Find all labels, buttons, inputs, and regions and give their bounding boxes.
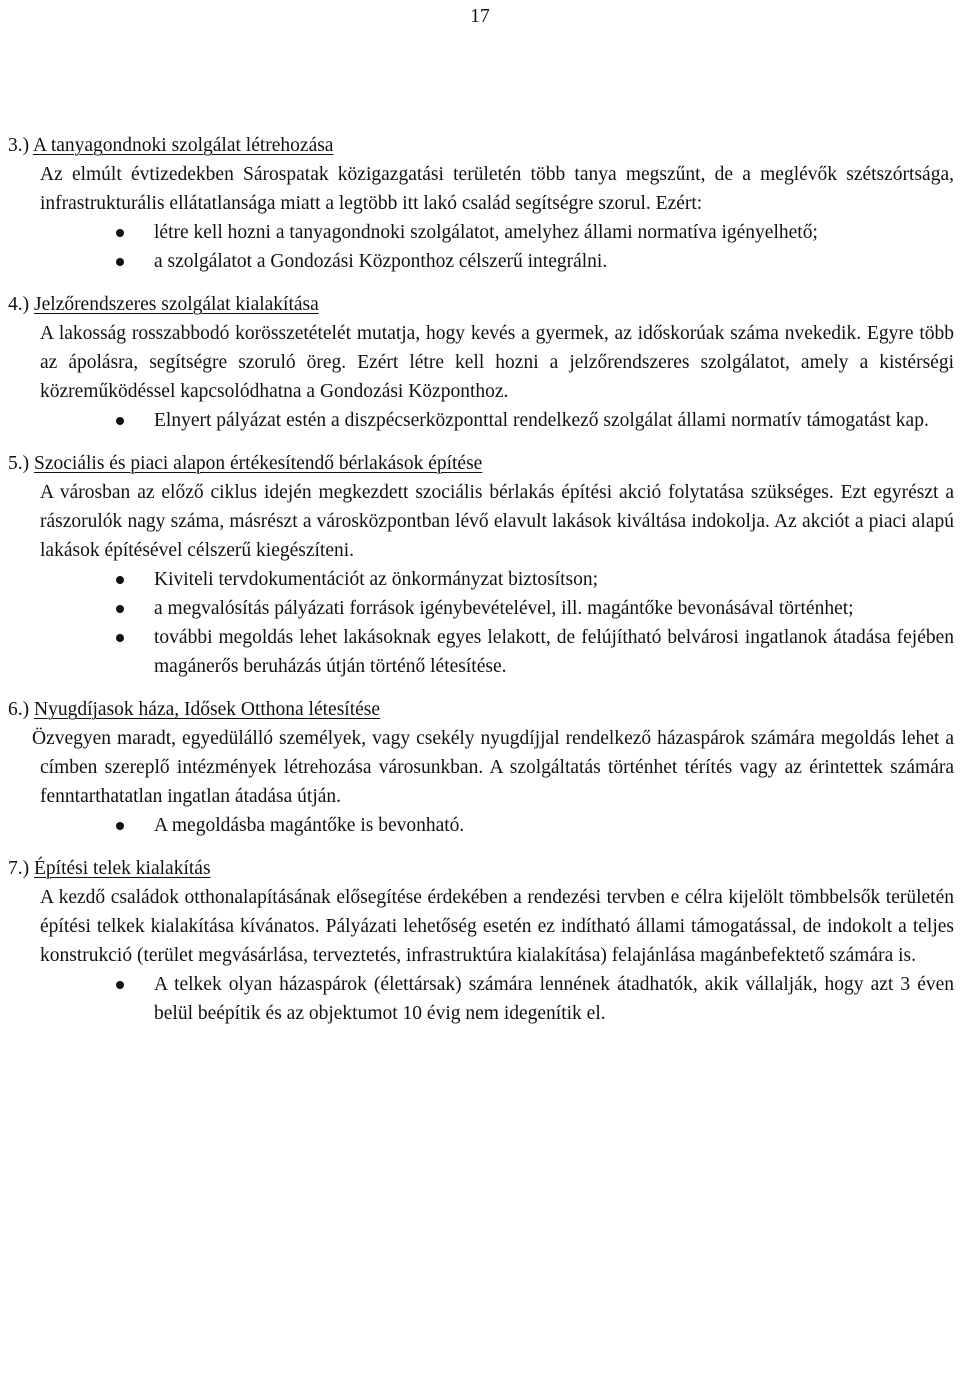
bullet-icon [116, 822, 124, 830]
bullet-list [40, 565, 954, 681]
section-heading [8, 695, 954, 724]
section-number: 4.) [8, 294, 30, 315]
bullet-item [40, 594, 954, 623]
bullet-icon [116, 258, 124, 266]
bullet-text: Elnyert pályázat estén a diszpécserközponttal rendelkező szolgálat állami normatív támogatást kap. [154, 410, 929, 431]
bullet-item [40, 970, 954, 1028]
document-body [8, 131, 954, 1042]
section-paragraph: A lakosság rosszabbodó korösszetételét mutatja, hogy kevés a gyermek, az időskorúak száma nvekedik. Egyre több az ápolásra, segítségre szoruló öreg. Ezért létre kell hozni a jelzőrendszeres szolgálatot, amely a kistérségi közreműködéssel kapcsolódhatna a Gondozási Központhoz. [40, 323, 954, 402]
section-title: Építési telek kialakítás [34, 858, 211, 879]
bullet-icon [116, 417, 124, 425]
section-3 [8, 131, 954, 276]
bullet-text: a megvalósítás pályázati források igénybevételével, ill. magántőke bevonásával történhet; [154, 598, 854, 619]
section-number: 6.) [8, 699, 30, 720]
section-title: Jelzőrendszeres szolgálat kialakítása [34, 294, 319, 315]
section-paragraph: Özvegyen maradt, egyedülálló személyek, vagy csekély nyugdíjjal rendelkező házaspárok számára megoldás lehet a címben szereplő intézmények létrehozása városunkban. A szolgáltatás történhet térítés vagy az érintettek számára fenntarthatatlan ingatlan átadása útján. [32, 728, 954, 807]
bullet-icon [116, 229, 124, 237]
section-number: 7.) [8, 858, 30, 879]
bullet-text: a szolgálatot a Gondozási Központhoz célszerű integrálni. [154, 251, 608, 272]
bullet-item [40, 623, 954, 681]
bullet-text: további megoldás lehet lakásoknak egyes lelakott, de felújítható belvárosi ingatlanok átadása fejében magánerős beruházás útján történő létesítése. [154, 627, 954, 677]
section-title: Szociális és piaci alapon értékesítendő bérlakások építése [34, 453, 483, 474]
section-heading [8, 854, 954, 883]
bullet-text: létre kell hozni a tanyagondnoki szolgálatot, amelyhez állami normatíva igényelhető; [154, 222, 818, 243]
bullet-text: A megoldásba magántőke is bevonható. [154, 815, 465, 836]
section-paragraph: A kezdő családok otthonalapításának elősegítése érdekében a rendezési tervben e célra kijelölt tömbbelsők területén építési telkek kialakítása kívánatos. Pályázati lehetőség esetén ez indítható állami támogatással, de indokolt a teljes konstrukció (terület megvásárlása, terveztetés, infrastruktúra kialakítása) felajánlása magánbefektető számára is. [40, 887, 954, 966]
bullet-item [40, 811, 954, 840]
section-5 [8, 449, 954, 681]
bullet-list [40, 406, 954, 435]
bullet-list [40, 811, 954, 840]
section-heading [8, 449, 954, 478]
bullet-list [40, 218, 954, 276]
bullet-text: A telkek olyan házaspárok (élettársak) számára lennének átadhatók, akik vállalják, hogy azt 3 éven belül beépítik és az objektumot 10 évig nem idegenítik el. [154, 974, 954, 1024]
section-title: Nyugdíjasok háza, Idősek Otthona létesítése [34, 699, 381, 720]
bullet-text: Kiviteli tervdokumentációt az önkormányzat biztosítson; [154, 569, 599, 590]
bullet-icon [116, 605, 124, 613]
section-number: 5.) [8, 453, 30, 474]
section-paragraph: Az elmúlt évtizedekben Sárospatak közigazgatási területén több tanya megszűnt, de a meglévők szétszórtsága, infrastrukturális ellátatlansága miatt a legtöbb itt lakó család segítségre szorul. Ezért: [40, 164, 954, 214]
bullet-item [40, 247, 954, 276]
section-7 [8, 854, 954, 1028]
section-title: A tanyagondnoki szolgálat létrehozása [32, 135, 334, 156]
section-4 [8, 290, 954, 435]
bullet-list [40, 970, 954, 1028]
section-paragraph: A városban az előző ciklus idején megkezdett szociális bérlakás építési akció folytatása szükséges. Ezt egyrészt a rászorulók nagy száma, másrészt a városközpontban lévő elavult lakások kiváltása indokolja. Az akciót a piaci alapú lakások építésével célszerű kiegészíteni. [40, 482, 954, 561]
bullet-item [40, 406, 954, 435]
bullet-icon [116, 576, 124, 584]
bullet-icon [116, 981, 124, 989]
bullet-icon [116, 634, 124, 642]
section-number: 3.) [8, 135, 30, 156]
section-heading [8, 290, 954, 319]
section-6 [8, 695, 954, 840]
page-number: 17 [470, 6, 490, 27]
bullet-item [40, 565, 954, 594]
bullet-item [40, 218, 954, 247]
section-heading [8, 131, 954, 160]
